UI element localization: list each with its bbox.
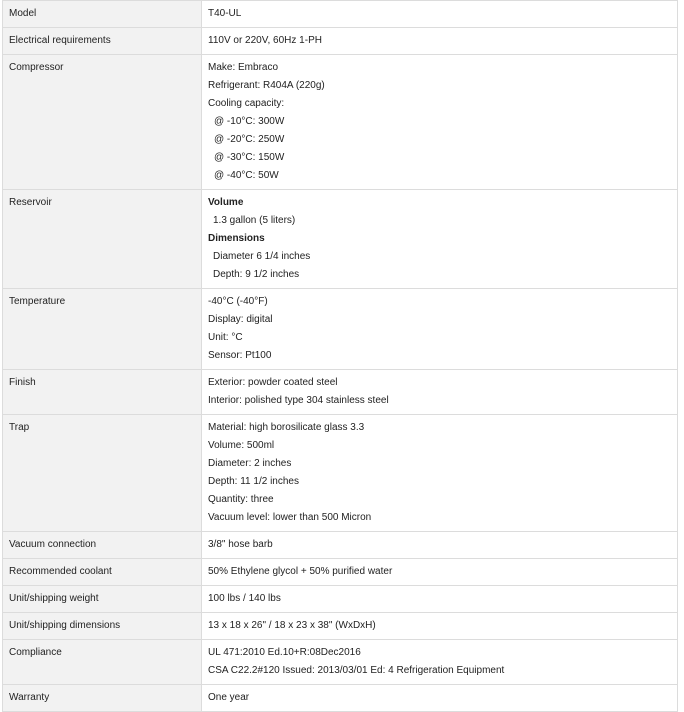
value-line: Diameter: 2 inches [208,458,292,469]
row-value [202,370,678,415]
value-line: 1.3 gallon (5 liters) [213,215,296,226]
row-temperature [3,289,678,370]
row-label: Electrical requirements [3,28,202,55]
row-compressor [3,55,678,190]
row-label: Model [3,1,202,28]
row-value [202,586,678,613]
value-line: Display: digital [208,314,273,325]
row-value [202,415,678,532]
value-line: Vacuum level: lower than 500 Micron [208,512,372,523]
row-label: Warranty [3,685,202,712]
row-trap [3,415,678,532]
value-line: 100 lbs / 140 lbs [208,593,281,604]
row-shipping-weight [3,586,678,613]
value-line: One year [208,692,250,703]
row-value [202,55,678,190]
row-finish [3,370,678,415]
row-label: Vacuum connection [3,532,202,559]
row-vacuum-connection [3,532,678,559]
value-line: 110V or 220V, 60Hz 1-PH [208,35,322,46]
row-value [202,532,678,559]
row-label: Compressor [3,55,202,190]
row-electrical [3,28,678,55]
row-value [202,28,678,55]
spec-table [2,0,678,712]
value-line: Refrigerant: R404A (220g) [208,80,325,91]
value-line: Volume: 500ml [208,440,275,451]
value-line: 13 x 18 x 26" / 18 x 23 x 38" (WxDxH) [208,620,376,631]
value-line: @ -10°C: 300W [214,116,285,127]
row-compliance [3,640,678,685]
row-value [202,640,678,685]
row-label: Trap [3,415,202,532]
row-recommended-coolant [3,559,678,586]
row-label: Temperature [3,289,202,370]
value-subheading: Dimensions [208,233,265,244]
value-line: @ -40°C: 50W [214,170,279,181]
row-model [3,1,678,28]
row-warranty [3,685,678,712]
value-line: 50% Ethylene glycol + 50% purified water [208,566,393,577]
value-line: Cooling capacity: [208,98,285,109]
value-line: Interior: polished type 304 stainless steel [208,395,389,406]
value-line: CSA C22.2#120 Issued: 2013/03/01 Ed: 4 Refrigeration Equipment [208,665,505,676]
row-label: Reservoir [3,190,202,289]
value-line: Exterior: powder coated steel [208,377,338,388]
value-line: Depth: 11 1/2 inches [208,476,299,487]
value-line: Depth: 9 1/2 inches [213,269,300,280]
value-line: Diameter 6 1/4 inches [213,251,311,262]
row-shipping-dimensions [3,613,678,640]
value-line: -40°C (-40°F) [208,296,268,307]
row-label: Compliance [3,640,202,685]
row-label: Unit/shipping weight [3,586,202,613]
value-line: Sensor: Pt100 [208,350,272,361]
value-line: Make: Embraco [208,62,279,73]
value-line: UL 471:2010 Ed.10+R:08Dec2016 [208,647,361,658]
value-line: T40-UL [208,8,242,19]
row-label: Recommended coolant [3,559,202,586]
row-value [202,289,678,370]
value-line: 3/8" hose barb [208,539,273,550]
row-value [202,685,678,712]
value-line: Quantity: three [208,494,274,505]
row-value [202,559,678,586]
value-line: @ -20°C: 250W [214,134,285,145]
value-line: @ -30°C: 150W [214,152,285,163]
row-value [202,190,678,289]
row-label: Unit/shipping dimensions [3,613,202,640]
row-value [202,1,678,28]
row-reservoir [3,190,678,289]
value-line: Material: high borosilicate glass 3.3 [208,422,365,433]
value-line: Unit: °C [208,332,243,343]
value-subheading: Volume [208,197,244,208]
row-value [202,613,678,640]
row-label: Finish [3,370,202,415]
